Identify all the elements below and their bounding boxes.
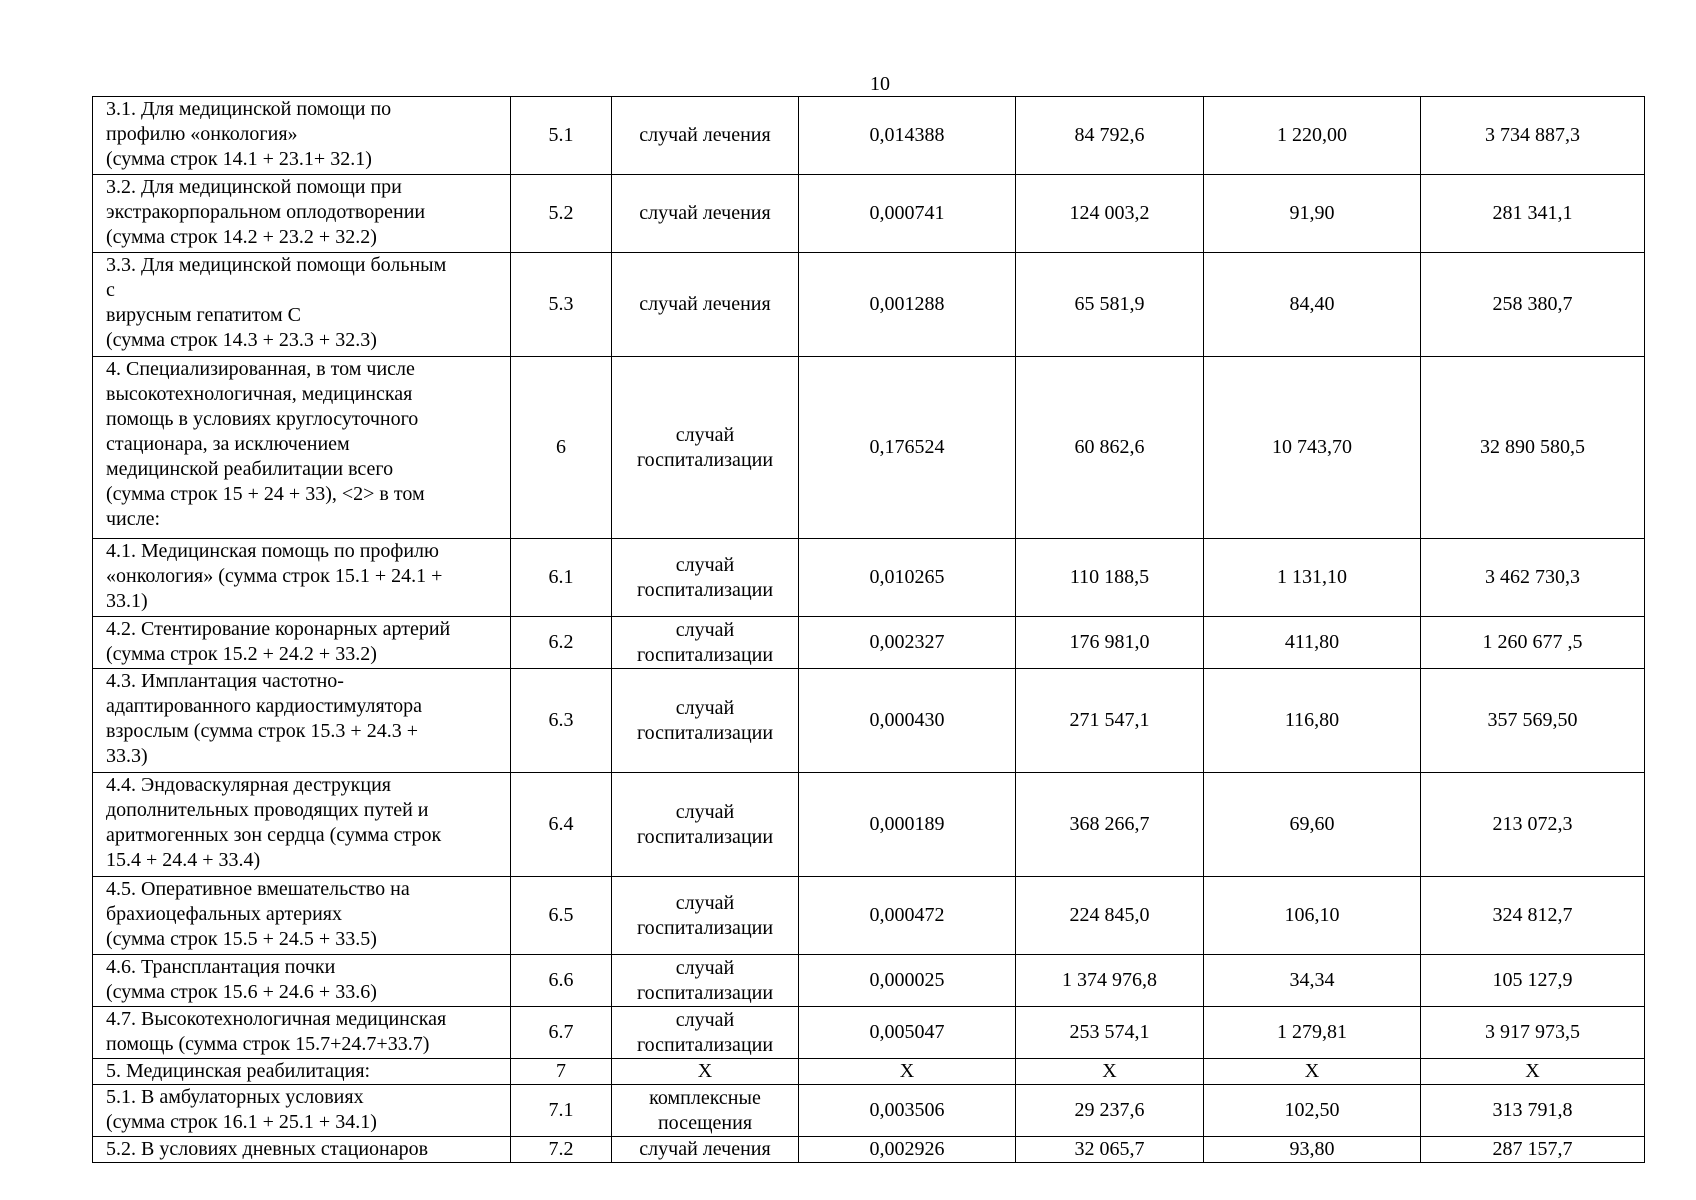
row-number: 5.2 (511, 175, 612, 253)
value-per-capita: Х (1204, 1059, 1421, 1085)
value-per-capita: 1 220,00 (1204, 97, 1421, 175)
value-cost: 368 266,7 (1016, 773, 1204, 877)
value-total: 32 890 580,5 (1421, 357, 1645, 539)
table-row (93, 669, 1645, 773)
row-number: 5.1 (511, 97, 612, 175)
data-table (92, 96, 1645, 1163)
value-cost: 253 574,1 (1016, 1007, 1204, 1059)
unit-of-measure: случай госпитализации (612, 357, 799, 539)
value-total: 258 380,7 (1421, 253, 1645, 357)
value-per-capita: 1 279,81 (1204, 1007, 1421, 1059)
value-total: 3 462 730,3 (1421, 539, 1645, 617)
table-row (93, 253, 1645, 357)
value-per-capita: 84,40 (1204, 253, 1421, 357)
table-row (93, 1059, 1645, 1085)
row-description: 4.4. Эндоваскулярная деструкция дополнительных проводящих путей и аритмогенных зон сердца (сумма строк 15.4 + 24.4 + 33.4) (93, 773, 511, 877)
unit-of-measure: Х (612, 1059, 799, 1085)
row-description: 5.1. В амбулаторных условиях (сумма строк 16.1 + 25.1 + 34.1) (93, 1085, 511, 1137)
table-row (93, 1137, 1645, 1163)
page-number: 10 (870, 73, 890, 95)
unit-of-measure: случай госпитализации (612, 877, 799, 955)
row-number: 6.7 (511, 1007, 612, 1059)
value-cost: 29 237,6 (1016, 1085, 1204, 1137)
value-norm: 0,002926 (799, 1137, 1016, 1163)
unit-of-measure: комплексные посещения (612, 1085, 799, 1137)
value-cost: Х (1016, 1059, 1204, 1085)
row-number: 6.1 (511, 539, 612, 617)
row-number: 7.1 (511, 1085, 612, 1137)
table-row (93, 617, 1645, 669)
value-total: 1 260 677 ,5 (1421, 617, 1645, 669)
unit-of-measure: случай госпитализации (612, 955, 799, 1007)
unit-of-measure: случай госпитализации (612, 669, 799, 773)
value-cost: 60 862,6 (1016, 357, 1204, 539)
row-number: 6 (511, 357, 612, 539)
value-cost: 176 981,0 (1016, 617, 1204, 669)
table-row (93, 877, 1645, 955)
value-total: 357 569,50 (1421, 669, 1645, 773)
table-row (93, 1085, 1645, 1137)
value-cost: 84 792,6 (1016, 97, 1204, 175)
unit-of-measure: случай госпитализации (612, 617, 799, 669)
value-total: 324 812,7 (1421, 877, 1645, 955)
value-cost: 224 845,0 (1016, 877, 1204, 955)
row-number: 7.2 (511, 1137, 612, 1163)
value-per-capita: 106,10 (1204, 877, 1421, 955)
value-total: Х (1421, 1059, 1645, 1085)
value-norm: 0,000430 (799, 669, 1016, 773)
table-row (93, 539, 1645, 617)
value-norm: 0,176524 (799, 357, 1016, 539)
value-norm: 0,000025 (799, 955, 1016, 1007)
value-norm: 0,010265 (799, 539, 1016, 617)
value-cost: 124 003,2 (1016, 175, 1204, 253)
unit-of-measure: случай госпитализации (612, 1007, 799, 1059)
unit-of-measure: случай лечения (612, 97, 799, 175)
table-row (93, 175, 1645, 253)
row-number: 6.4 (511, 773, 612, 877)
value-per-capita: 102,50 (1204, 1085, 1421, 1137)
row-number: 7 (511, 1059, 612, 1085)
value-norm: 0,002327 (799, 617, 1016, 669)
value-total: 313 791,8 (1421, 1085, 1645, 1137)
value-cost: 271 547,1 (1016, 669, 1204, 773)
row-description: 4.2. Стентирование коронарных артерий (сумма строк 15.2 + 24.2 + 33.2) (93, 617, 511, 669)
value-norm: 0,000189 (799, 773, 1016, 877)
unit-of-measure: случай лечения (612, 1137, 799, 1163)
table-body (93, 97, 1645, 1163)
value-per-capita: 91,90 (1204, 175, 1421, 253)
row-number: 5.3 (511, 253, 612, 357)
row-description: 3.2. Для медицинской помощи при экстракорпоральном оплодотворении (сумма строк 14.2 + 23.2 + 32.2) (93, 175, 511, 253)
table-row (93, 773, 1645, 877)
row-description: 4.7. Высокотехнологичная медицинская помощь (сумма строк 15.7+24.7+33.7) (93, 1007, 511, 1059)
unit-of-measure: случай лечения (612, 175, 799, 253)
value-per-capita: 93,80 (1204, 1137, 1421, 1163)
value-per-capita: 411,80 (1204, 617, 1421, 669)
row-description: 5.2. В условиях дневных стационаров (93, 1137, 511, 1163)
value-norm: Х (799, 1059, 1016, 1085)
value-norm: 0,000741 (799, 175, 1016, 253)
row-number: 6.3 (511, 669, 612, 773)
value-total: 213 072,3 (1421, 773, 1645, 877)
value-cost: 1 374 976,8 (1016, 955, 1204, 1007)
value-per-capita: 34,34 (1204, 955, 1421, 1007)
value-total: 287 157,7 (1421, 1137, 1645, 1163)
unit-of-measure: случай госпитализации (612, 773, 799, 877)
row-description: 3.1. Для медицинской помощи по профилю «онкология» (сумма строк 14.1 + 23.1+ 32.1) (93, 97, 511, 175)
table-row (93, 1007, 1645, 1059)
value-norm: 0,014388 (799, 97, 1016, 175)
value-norm: 0,003506 (799, 1085, 1016, 1137)
unit-of-measure: случай лечения (612, 253, 799, 357)
value-total: 3 917 973,5 (1421, 1007, 1645, 1059)
row-description: 5. Медицинская реабилитация: (93, 1059, 511, 1085)
value-per-capita: 116,80 (1204, 669, 1421, 773)
table-row (93, 97, 1645, 175)
row-description: 3.3. Для медицинской помощи больным с вирусным гепатитом С (сумма строк 14.3 + 23.3 + 32.3) (93, 253, 511, 357)
value-cost: 65 581,9 (1016, 253, 1204, 357)
value-cost: 32 065,7 (1016, 1137, 1204, 1163)
row-description: 4.5. Оперативное вмешательство на брахиоцефальных артериях (сумма строк 15.5 + 24.5 + 33.5) (93, 877, 511, 955)
value-norm: 0,000472 (799, 877, 1016, 955)
value-per-capita: 69,60 (1204, 773, 1421, 877)
value-per-capita: 10 743,70 (1204, 357, 1421, 539)
value-cost: 110 188,5 (1016, 539, 1204, 617)
table-row (93, 955, 1645, 1007)
value-norm: 0,005047 (799, 1007, 1016, 1059)
row-description: 4.1. Медицинская помощь по профилю «онкология» (сумма строк 15.1 + 24.1 + 33.1) (93, 539, 511, 617)
value-total: 281 341,1 (1421, 175, 1645, 253)
row-description: 4.3. Имплантация частотно- адаптированного кардиостимулятора взрослым (сумма строк 15.3 + 24.3 + 33.3) (93, 669, 511, 773)
value-per-capita: 1 131,10 (1204, 539, 1421, 617)
row-number: 6.5 (511, 877, 612, 955)
row-description: 4. Специализированная, в том числе высокотехнологичная, медицинская помощь в условиях круглосуточного стационара, за исключением медицинской реабилитации всего (сумма строк 15 + 24 + 33), <2> в том числе: (93, 357, 511, 539)
table-row (93, 357, 1645, 539)
unit-of-measure: случай госпитализации (612, 539, 799, 617)
row-number: 6.6 (511, 955, 612, 1007)
row-description: 4.6. Трансплантация почки (сумма строк 15.6 + 24.6 + 33.6) (93, 955, 511, 1007)
value-total: 105 127,9 (1421, 955, 1645, 1007)
value-total: 3 734 887,3 (1421, 97, 1645, 175)
value-norm: 0,001288 (799, 253, 1016, 357)
row-number: 6.2 (511, 617, 612, 669)
